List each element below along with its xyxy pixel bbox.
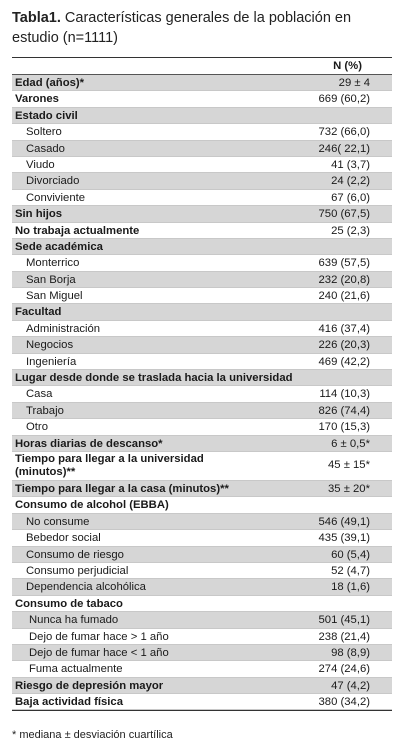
row-value: 67 (6,0)	[331, 191, 370, 204]
row-value: 750 (67,5)	[318, 208, 370, 221]
table-row	[12, 141, 392, 157]
row-label: Conviviente	[26, 191, 86, 204]
table-row	[12, 91, 392, 107]
table-row	[12, 321, 392, 337]
row-value: 41 (3,7)	[331, 158, 370, 171]
row-label: No consume	[26, 515, 90, 528]
row-label: Administración	[26, 322, 101, 335]
row-label: Estado civil	[15, 109, 78, 122]
row-label: Monterrico	[26, 257, 80, 270]
row-label: Tiempo para llegar a la universidad (minutos)**	[15, 452, 204, 478]
row-value: 170 (15,3)	[318, 421, 370, 434]
row-label: Lugar desde donde se traslada hacia la universidad	[15, 372, 293, 385]
table-row	[12, 629, 392, 645]
table-row	[12, 223, 392, 239]
table-row	[12, 661, 392, 677]
table-row	[12, 157, 392, 173]
table-row	[12, 354, 392, 370]
row-label: San Miguel	[26, 290, 83, 303]
row-value: 29 ± 4	[338, 77, 370, 89]
row-label: Dejo de fumar hace < 1 año	[29, 646, 169, 659]
row-value: 45 ± 15*	[327, 458, 370, 471]
row-value: 25 (2,3)	[331, 224, 370, 237]
row-label: Horas diarias de descanso*	[15, 437, 163, 450]
row-label: Riesgo de depresión mayor	[15, 679, 164, 692]
table-row	[12, 386, 392, 402]
table-row	[12, 530, 392, 546]
table-row	[12, 579, 392, 595]
table-row	[12, 612, 392, 628]
row-label: Soltero	[26, 126, 62, 139]
table-row	[12, 108, 392, 124]
row-label: Dejo de fumar hace > 1 año	[29, 630, 169, 643]
row-label: Consumo perjudicial	[26, 564, 129, 577]
row-value: 232 (20,8)	[318, 273, 370, 286]
row-label: Bebedor social	[26, 532, 101, 545]
row-label: Sin hijos	[15, 208, 63, 221]
row-label: Facultad	[15, 306, 62, 319]
row-value: 18 (1,6)	[331, 581, 370, 594]
row-value: 380 (34,2)	[318, 696, 370, 709]
table-row	[12, 255, 392, 271]
row-value: 826 (74,4)	[318, 404, 370, 417]
row-value: 98 (8,9)	[331, 646, 370, 659]
table-row	[12, 272, 392, 288]
table-row	[12, 75, 392, 91]
row-label: No trabaja actualmente	[15, 224, 140, 237]
table-row	[12, 678, 392, 694]
table-row	[12, 173, 392, 189]
row-value: 47 (4,2)	[331, 679, 370, 692]
table-footnote: * mediana ± desviación cuartílica	[12, 729, 173, 741]
characteristics-table	[12, 57, 392, 711]
row-label: Casa	[26, 388, 53, 401]
table-row	[12, 481, 392, 497]
row-label: Viudo	[26, 158, 55, 171]
table-row	[12, 645, 392, 661]
row-value: 435 (39,1)	[318, 532, 370, 545]
row-label: Consumo de tabaco	[15, 597, 123, 610]
row-value: 639 (57,5)	[318, 257, 370, 270]
row-value: 52 (4,7)	[331, 564, 370, 577]
column-header-n-percent: N (%)	[333, 60, 362, 72]
row-label: Tiempo para llegar a la casa (minutos)**	[15, 482, 229, 495]
row-label: Negocios	[26, 339, 74, 352]
row-label: Consumo de alcohol (EBBA)	[15, 499, 169, 512]
row-value: 240 (21,6)	[318, 290, 370, 303]
table-row	[12, 239, 392, 255]
row-label: Dependencia alcohólica	[26, 581, 146, 594]
row-label: Trabajo	[26, 404, 64, 417]
row-value: 501 (45,1)	[318, 614, 370, 627]
table-row	[12, 288, 392, 304]
table-row	[12, 596, 392, 612]
row-value: 416 (37,4)	[318, 322, 370, 335]
row-value: 469 (42,2)	[318, 355, 370, 368]
row-value: 60 (5,4)	[331, 548, 370, 561]
table-caption-label: Tabla1.	[12, 10, 61, 26]
table-row	[12, 547, 392, 563]
row-label: Casado	[26, 142, 65, 155]
table-row	[12, 124, 392, 140]
table-row	[12, 206, 392, 222]
row-value: 24 (2,2)	[331, 175, 370, 188]
table-row	[12, 337, 392, 353]
table-header-row	[12, 58, 392, 75]
row-value: 6 ± 0,5*	[331, 437, 370, 450]
row-label: Sede académica	[15, 240, 103, 253]
table-row	[12, 190, 392, 206]
row-label: Fuma actualmente	[29, 663, 123, 676]
row-value: 732 (66,0)	[318, 126, 370, 139]
row-label: Consumo de riesgo	[26, 548, 124, 561]
table-row	[12, 419, 392, 435]
table-row	[12, 403, 392, 419]
table-row	[12, 304, 392, 320]
row-value: 35 ± 20*	[327, 482, 370, 495]
table-row	[12, 497, 392, 513]
row-value: 246( 22,1)	[318, 142, 370, 155]
row-label: Baja actividad física	[15, 696, 123, 709]
table-row	[12, 436, 392, 452]
row-label: Nunca ha fumado	[29, 614, 119, 627]
row-label: San Borja	[26, 273, 76, 286]
row-label: Ingeniería	[26, 355, 77, 368]
table-caption-text: Características generales de la población en estudio (n=1111)	[12, 10, 352, 46]
row-label: Divorciado	[26, 175, 80, 188]
row-label: Edad (años)*	[15, 77, 85, 89]
row-label: Otro	[26, 421, 48, 434]
table-row	[12, 370, 392, 386]
row-value: 114 (10,3)	[319, 388, 370, 401]
row-value: 226 (20,3)	[318, 339, 370, 352]
table-row	[12, 452, 392, 481]
row-value: 546 (49,1)	[318, 515, 370, 528]
table-row	[12, 694, 392, 710]
table-row	[12, 563, 392, 579]
row-label: Varones	[15, 93, 59, 106]
row-value: 274 (24,6)	[318, 663, 370, 676]
row-value: 669 (60,2)	[318, 93, 370, 106]
row-value: 238 (21,4)	[318, 630, 370, 643]
table-row	[12, 514, 392, 530]
table-caption	[12, 8, 394, 48]
